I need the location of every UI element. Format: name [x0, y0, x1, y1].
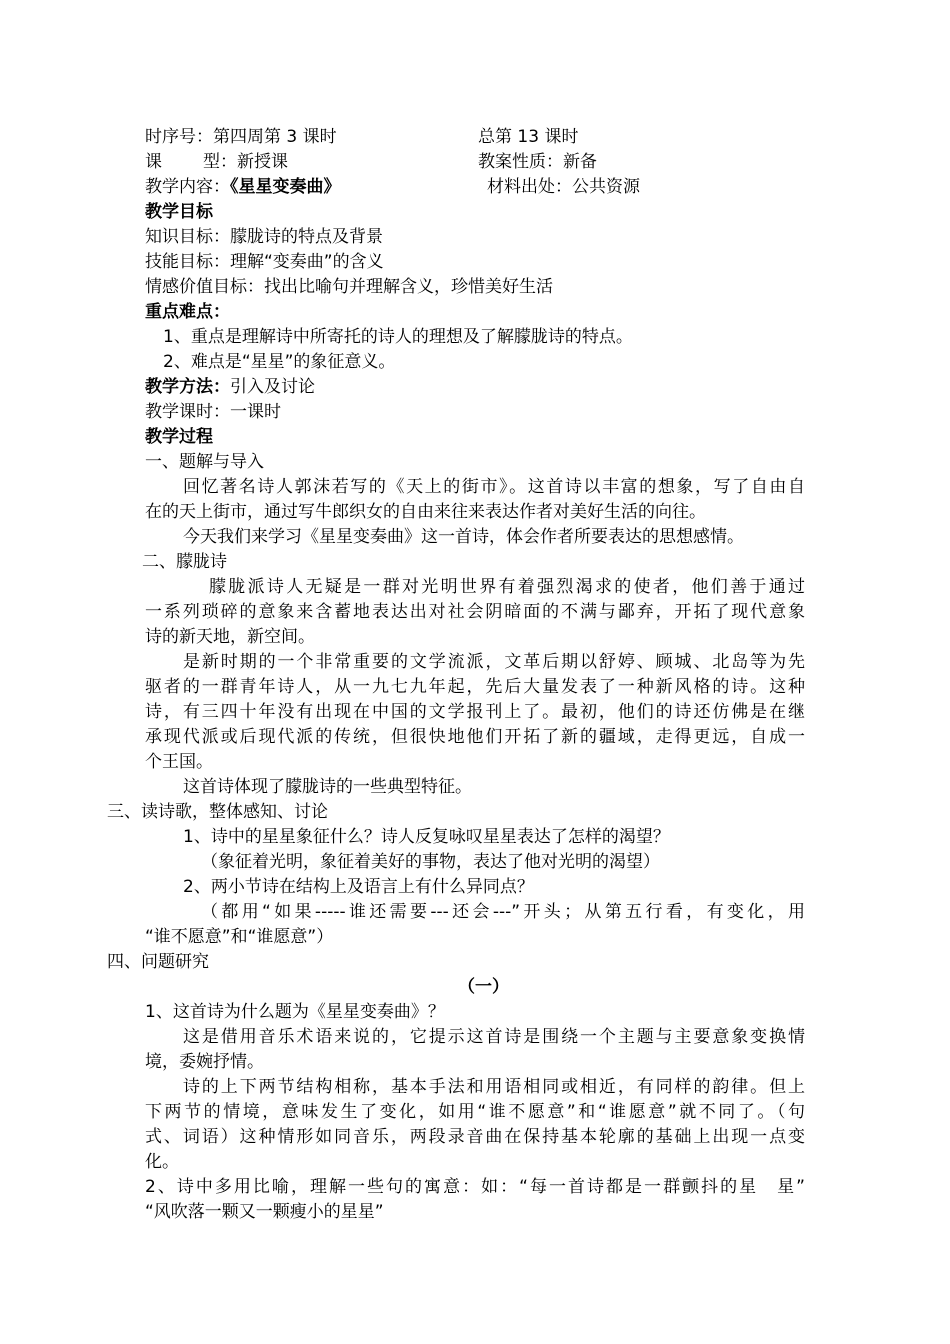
- material-source: 材料出处：公共资源: [487, 177, 640, 197]
- method-label: 教学方法：: [145, 377, 230, 397]
- paragraph-line: 在的天上街市，通过写牛郎织女的自由来往来表达作者对美好生活的向往。: [145, 502, 706, 522]
- section-title: 一、题解与导入: [145, 452, 264, 472]
- process-heading: 教学过程: [145, 427, 213, 447]
- period-line: 时序号：第四周第 3 课时: [145, 127, 337, 147]
- keypoint-item: 2、难点是“星星”的象征意义。: [163, 352, 396, 372]
- paragraph-line: 境，委婉抒情。: [145, 1052, 264, 1072]
- method-line: [145, 375, 315, 399]
- paragraph-line: 承现代派或后现代派的传统，但很快地他们开拓了新的疆域，走得更远，自成一: [145, 727, 805, 747]
- content-label: 教学内容：: [145, 177, 230, 197]
- question-line: 2、诗中多用比喻，理解一些句的寓意：如：“每一首诗都是一群颤抖的星 星”: [145, 1177, 805, 1197]
- paragraph-line: 式、词语）这种情形如同音乐，两段录音曲在保持基本轮廓的基础上出现一点变: [145, 1127, 805, 1147]
- section-title: 四、问题研究: [107, 952, 209, 972]
- question-line: 1、诗中的星星象征什么？诗人反复咏叹星星表达了怎样的渴望？: [183, 827, 670, 847]
- paragraph-line: 个王国。: [145, 752, 213, 772]
- paragraph-line: 驱者的一群青年诗人，从一九七九年起，先后大量发表了一种新风格的诗。这种: [145, 677, 805, 697]
- paragraph-line: 一系列琐碎的意象来含蓄地表达出对社会阴暗面的不满与鄙弃，开拓了现代意象: [145, 602, 805, 622]
- section-title: 三、读诗歌，整体感知、讨论: [107, 802, 328, 822]
- paragraph-line: 朦胧派诗人无疑是一群对光明世界有着强烈渴求的使者，他们善于通过: [209, 577, 805, 597]
- paragraph-line: 诗的上下两节结构相称，基本手法和用语相同或相近，有同样的韵律。但上: [183, 1077, 805, 1097]
- answer-line: “谁不愿意”和“谁愿意”）: [145, 927, 334, 947]
- question-line: “风吹落一颗又一颗瘦小的星星”: [145, 1202, 384, 1222]
- question-line: 2、两小节诗在结构上及语言上有什么异同点？: [183, 877, 534, 897]
- answer-line: （都用“如果-----谁还需要---还会---”开头；从第五行看，有变化，用: [201, 902, 805, 922]
- subsection-title: （一）: [458, 977, 509, 997]
- paragraph-line: 化。: [145, 1152, 179, 1172]
- paragraph-line: 这是借用音乐术语来说的，它提示这首诗是围绕一个主题与主要意象变换情: [183, 1027, 805, 1047]
- lesson-type: 型：新授课: [203, 152, 288, 172]
- knowledge-goal: 知识目标：朦胧诗的特点及背景: [145, 227, 383, 247]
- keypoints-heading: 重点难点：: [145, 302, 230, 322]
- keypoint-item: 1、重点是理解诗中所寄托的诗人的理想及了解朦胧诗的特点。: [163, 327, 633, 347]
- lesson-type-label: 课: [145, 152, 162, 172]
- total-period: 总第 13 课时: [478, 127, 579, 147]
- paragraph-line: 回忆著名诗人郭沫若写的《天上的街市》。这首诗以丰富的想象，写了自由自: [183, 477, 805, 497]
- hours-line: 教学课时：一课时: [145, 402, 281, 422]
- paragraph-line: 诗的新天地，新空间。: [145, 627, 315, 647]
- goals-heading: 教学目标: [145, 202, 213, 222]
- paragraph-line: 今天我们来学习《星星变奏曲》这一首诗，体会作者所要表达的思想感情。: [183, 527, 744, 547]
- skill-goal: 技能目标：理解“变奏曲”的含义: [145, 252, 384, 272]
- emotion-goal: 情感价值目标：找出比喻句并理解含义，珍惜美好生活: [145, 277, 553, 297]
- section-title: 二、朦胧诗: [142, 552, 227, 572]
- content-line: [145, 175, 341, 199]
- paragraph-line: 这首诗体现了朦胧诗的一些典型特征。: [183, 777, 472, 797]
- content-title: 《星星变奏曲》: [230, 177, 341, 197]
- method-value: 引入及讨论: [230, 377, 315, 397]
- question-line: 1、这首诗为什么题为《星星变奏曲》？: [145, 1002, 445, 1022]
- paragraph-line: 下两节的情境，意味发生了变化，如用“谁不愿意”和“谁愿意”就不同了。（句: [145, 1102, 805, 1122]
- lesson-nature: 教案性质：新备: [478, 152, 597, 172]
- paragraph-line: 是新时期的一个非常重要的文学流派，文革后期以舒婷、顾城、北岛等为先: [183, 652, 805, 672]
- paragraph-line: 诗，有三四十年没有出现在中国的文学报刊上了。最初，他们的诗还仿佛是在继: [145, 702, 805, 722]
- answer-line: （象征着光明，象征着美好的事物，表达了他对光明的渴望）: [201, 852, 660, 872]
